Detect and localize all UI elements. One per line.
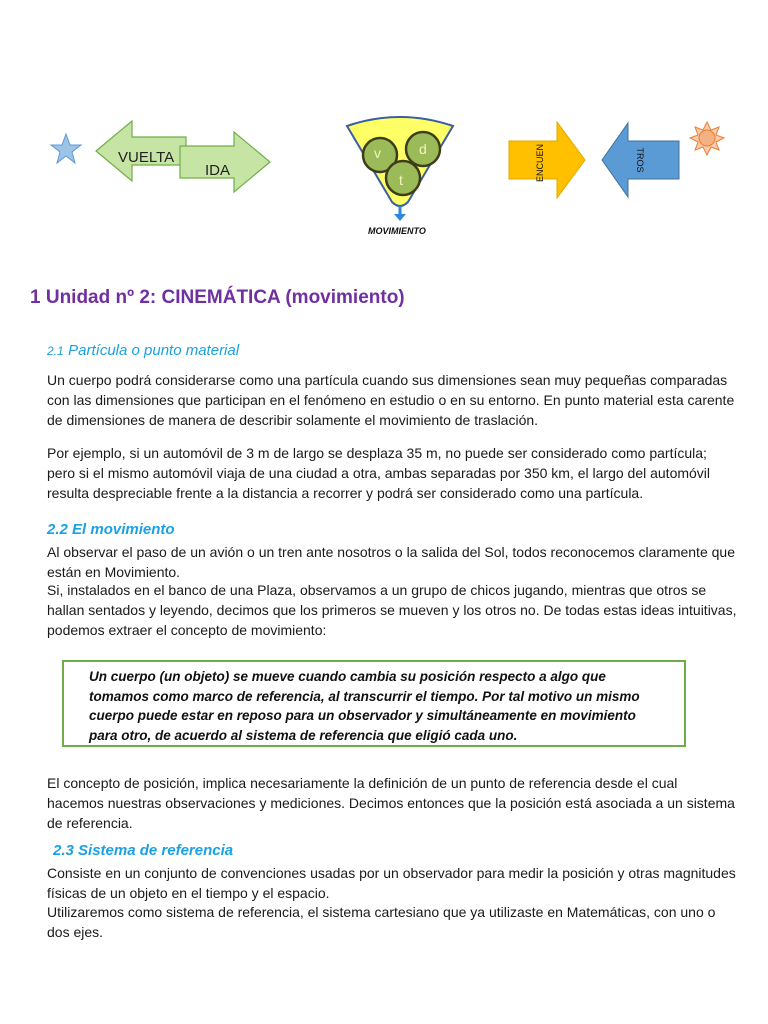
encuen-arrow-shape <box>509 122 585 198</box>
definition-text: Un cuerpo (un objeto) se mueve cuando cambia su posición respecto a algo que tomamos como marco de referencia, al transcurrir el tiempo. Por tal motivo un mismo cuerpo puede estar en reposo para un observador y simultáneamente en movimiento para otro, de acuerdo al sistema de referencia que eligió cada uno. <box>89 669 640 743</box>
ida-label: IDA <box>205 162 231 179</box>
position-paragraph: El concepto de posición, implica necesariamente la definición de un punto de referencia desde el cual hacemos nuestras observaciones y mediciones. Decimos entonces que la posición está asociada a un sistema de referencia. <box>47 775 735 831</box>
vuelta-label: VUELTA <box>118 149 175 166</box>
definition-callout <box>62 660 686 747</box>
distance-label: d <box>419 141 427 157</box>
movement-paragraph-1: Al observar el paso de un avión o un tren ante nosotros o la salida del Sol, todos reconocemos claramente que están en Movimiento. <box>47 544 735 580</box>
encuen-label: ENCUEN <box>535 143 545 183</box>
section-2-1-heading <box>47 342 239 360</box>
time-label: t <box>399 172 403 188</box>
reference-system-paragraph-2: Utilizaremos como sistema de referencia, el sistema cartesiano que ya utilizaste en Matemáticas, con uno o dos ejes. <box>47 904 716 940</box>
sun-icon <box>690 122 724 155</box>
velocity-label: v <box>374 145 381 161</box>
movimiento-label: MOVIMIENTO <box>368 226 426 236</box>
unit-heading: 1 Unidad nº 2: CINEMÁTICA (movimiento) <box>30 287 405 308</box>
section-2-1-number: 2.1 <box>47 344 64 358</box>
section-2-3-heading: 2.3 Sistema de referencia <box>53 842 234 859</box>
section-2-1-title: Partícula o punto material <box>68 342 240 359</box>
circle-t-icon <box>386 161 420 195</box>
illustration-canvas <box>0 0 768 250</box>
particle-paragraph-2: Por ejemplo, si un automóvil de 3 m de largo se desplaza 35 m, no puede ser considerado como partícula; pero si el mismo automóvil viaja de una ciudad a otra, ambas separadas por 350 km, el largo del automóvil resulta despreciable frente a la distancia a recorrer y podrá ser considerado como una partícula. <box>47 445 711 501</box>
reference-system-paragraph-1: Consiste en un conjunto de convenciones usadas por un observador para medir la posición y otras magnitudes físicas de un objeto en el tiempo y el espacio. <box>47 865 736 901</box>
down-arrow-icon <box>394 214 406 221</box>
particle-paragraph-1: Un cuerpo podrá considerarse como una partícula cuando sus dimensiones sean muy pequeñas comparadas con las dimensiones que participan en el fenómeno en estudio o en su entorno. En punto material esta carente de dimensiones de manera de describir solamente el movimiento de traslación. <box>47 372 735 428</box>
header-illustration <box>0 0 768 250</box>
tros-label: TROS <box>635 147 645 173</box>
movement-paragraph-2: Si, instalados en el banco de una Plaza, observamos a un grupo de chicos jugando, mientras que otros se hallan sentados y leyendo, decimos que los primeros se mueven y los otros no. De todas estas ideas intuitivas, podemos extraer el concepto de movimiento: <box>47 582 737 638</box>
section-2-2-heading: 2.2 El movimiento <box>47 521 175 538</box>
star-icon <box>51 134 81 163</box>
